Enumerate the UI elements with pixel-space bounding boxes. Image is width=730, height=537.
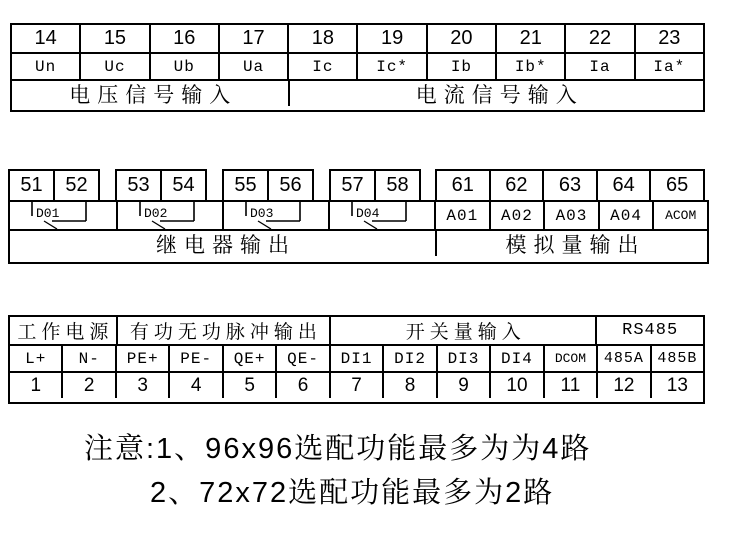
terminal-number-cell: 4 [168,373,221,398]
relay-pair-box [222,169,314,200]
terminal-label-cell: QE+ [222,346,275,371]
terminal-number-cell: 14 [34,27,57,49]
relay-contact-symbol [346,202,410,229]
relay-output-label: D01 [36,206,60,221]
terminal-label-cell: Ib [426,54,495,79]
terminal-number-cell: 17 [218,25,287,52]
terminal-number-cell: 19 [356,25,425,52]
terminal-label-cell: DCOM [543,346,596,371]
note-line-1: 注意:1、96x96选配功能最多为为4路 [84,433,592,465]
terminal-number-cell: 10 [489,373,542,398]
note-line-2: 2、72x72选配功能最多为2路 [150,477,555,509]
power-supply-caption: 工作电源 [17,322,114,343]
analog-output-caption: 模拟量输出 [435,231,707,256]
terminal-number-cell: 15 [79,25,148,52]
relay-output-label: D02 [144,206,168,221]
terminal-number-cell: 65 [649,171,703,200]
terminal-number-cell: 1 [30,374,42,396]
terminal-label-cell: DI3 [436,346,489,371]
relay-analog-terminal-table [8,169,705,260]
terminal-number-cell: 52 [53,171,98,200]
relay-pair-box [8,169,100,200]
terminal-label-cell: Ib* [495,54,564,79]
terminal-number-cell: 7 [329,373,382,398]
terminal-label-cell: DI2 [382,346,435,371]
terminal-label-cell: Ic* [356,54,425,79]
terminal-number-cell: 56 [267,171,312,200]
relay-contact-symbol [134,202,198,229]
terminal-label-cell: Ia* [634,54,703,79]
digital-input-caption: 开关量输入 [329,317,595,344]
terminal-label-cell: 485A [596,346,649,371]
relay-output-label: D03 [250,206,274,221]
terminal-label-cell: PE+ [115,346,168,371]
terminal-number-cell: 62 [489,171,543,200]
terminal-number-cell: 6 [275,373,328,398]
terminal-number-cell: 3 [115,373,168,398]
terminal-number-cell: 2 [61,373,114,398]
relay-contact-cell [116,202,222,229]
terminal-label-cell: QE- [275,346,328,371]
terminal-label-cell: Ua [218,54,287,79]
terminal-number-cell: 23 [634,25,703,52]
terminal-number-cell: 64 [596,171,650,200]
relay-terminal-number-row [8,169,705,200]
analog-output-label-cell: A02 [489,202,544,229]
terminal-label-cell: N- [61,346,114,371]
relay-pair-box [329,169,421,200]
relay-contact-cell [328,202,434,229]
terminal-number-cell: 11 [543,373,596,398]
terminal-label-cell: 485B [650,346,703,371]
analog-output-label-cell: ACOM [652,202,707,229]
terminal-number-cell: 13 [650,373,703,398]
analog-terminal-box [435,169,705,200]
terminal-number-cell: 53 [127,174,150,196]
terminal-label-cell: PE- [168,346,221,371]
terminal-number-cell: 21 [495,25,564,52]
terminal-label-cell: Un [35,57,57,76]
terminal-number-cell: 9 [436,373,489,398]
terminal-number-cell: 12 [596,373,649,398]
relay-contact-symbol [240,202,304,229]
terminal-number-row [12,25,703,52]
terminal-number-cell: 58 [374,171,419,200]
terminal-label-cell: L+ [25,349,47,368]
terminal-number-cell: 51 [20,174,43,196]
terminal-number-cell: 54 [160,171,205,200]
terminal-label-cell: Ic [287,54,356,79]
terminal-number-cell: 63 [542,171,596,200]
pulse-output-caption: 有功无功脉冲输出 [116,317,329,344]
voltage-current-terminal-table [10,23,705,112]
relay-contact-symbol [26,202,90,229]
relay-pair-box [115,169,207,200]
terminal-number-cell: 8 [382,373,435,398]
terminal-number-cell: 57 [341,174,364,196]
terminal-label-row [12,52,703,79]
power-io-terminal-table [8,315,705,404]
terminal-label-cell: DI1 [329,346,382,371]
rs485-caption: RS485 [595,317,703,344]
terminal-number-row [10,371,703,398]
terminal-number-cell: 61 [451,174,474,196]
analog-output-label-cell: A04 [598,202,653,229]
relay-contact-cell [222,202,328,229]
voltage-input-caption: 电压信号输入 [69,83,238,107]
terminal-number-cell: 18 [287,25,356,52]
relay-analog-lower-grid [8,200,709,264]
terminal-label-cell: Uc [79,54,148,79]
relay-output-caption: 继电器输出 [156,233,296,257]
current-input-caption: 电流信号输入 [288,81,703,106]
terminal-label-row [10,344,703,371]
signal-caption-row [12,79,703,106]
terminal-label-cell: DI4 [489,346,542,371]
analog-output-label-cell: A01 [434,202,489,229]
terminal-number-cell: 16 [149,25,218,52]
terminal-label-cell: Ub [149,54,218,79]
analog-output-label-cell: A03 [543,202,598,229]
relay-output-label: D04 [356,206,380,221]
terminal-number-cell: 55 [234,174,257,196]
terminal-label-cell: Ia [564,54,633,79]
output-label-row [10,202,707,229]
section-caption-row [10,317,703,344]
relay-contact-cell [10,202,116,229]
terminal-number-cell: 20 [426,25,495,52]
terminal-number-cell: 5 [222,373,275,398]
output-caption-row [10,229,707,256]
terminal-number-cell: 22 [564,25,633,52]
